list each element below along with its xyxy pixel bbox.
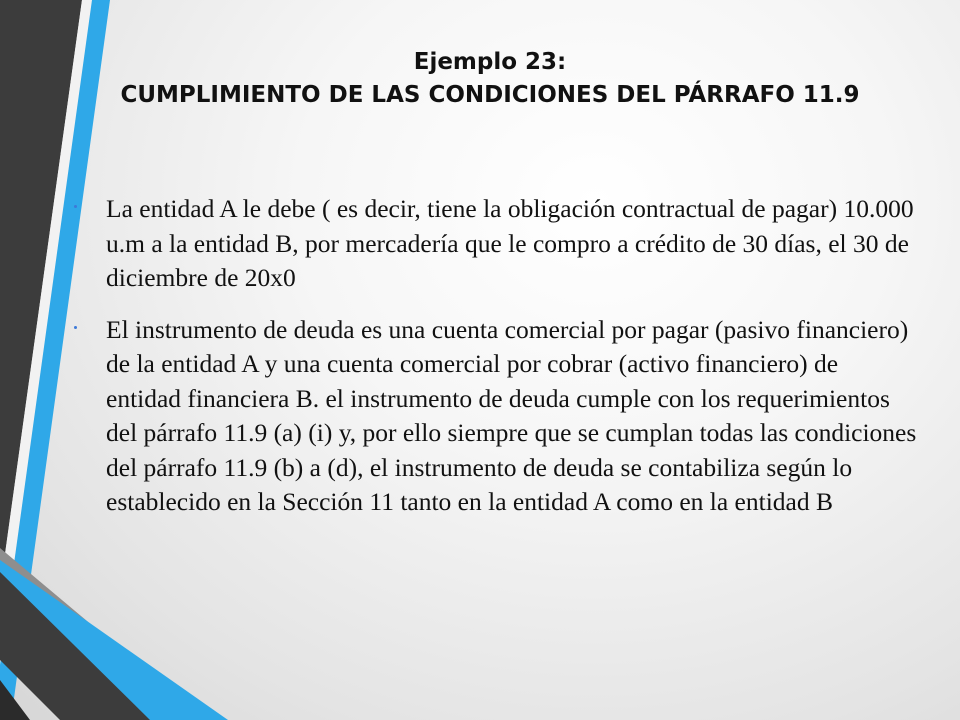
bullet-dot-icon — [74, 326, 77, 329]
bullet-item — [70, 192, 918, 296]
bullet-dot-icon — [74, 205, 77, 208]
title-line-1: Ejemplo 23: — [413, 49, 567, 75]
bullet-text: El instrumento de deuda es una cuenta comercial por pagar (pasivo financiero) de la entidad A y una cuenta comercial por cobrar (activo financiero) de entidad financiera B. el instrumento de deuda cumple con los requerimientos del párrafo 11.9 (a) (i) y, por ello siempre que se cumplan todas las condiciones del párrafo 11.9 (b) a (d), el instrumento de deuda se contabiliza según lo establecido en la Sección 11 tanto en la entidad A como en la entidad B — [106, 314, 917, 516]
bullet-text: La entidad A le debe ( es decir, tiene la obligación contractual de pagar) 10.000 u.m a la entidad B, por mercadería que le compro a crédito de 30 días, el 30 de diciembre de 20x0 — [106, 194, 914, 292]
title-line-2: CUMPLIMIENTO DE LAS CONDICIONES DEL PÁRRAFO 11.9 — [120, 82, 860, 108]
bullet-item — [70, 313, 918, 520]
bullet-list — [70, 192, 918, 537]
slide-title — [50, 46, 930, 112]
